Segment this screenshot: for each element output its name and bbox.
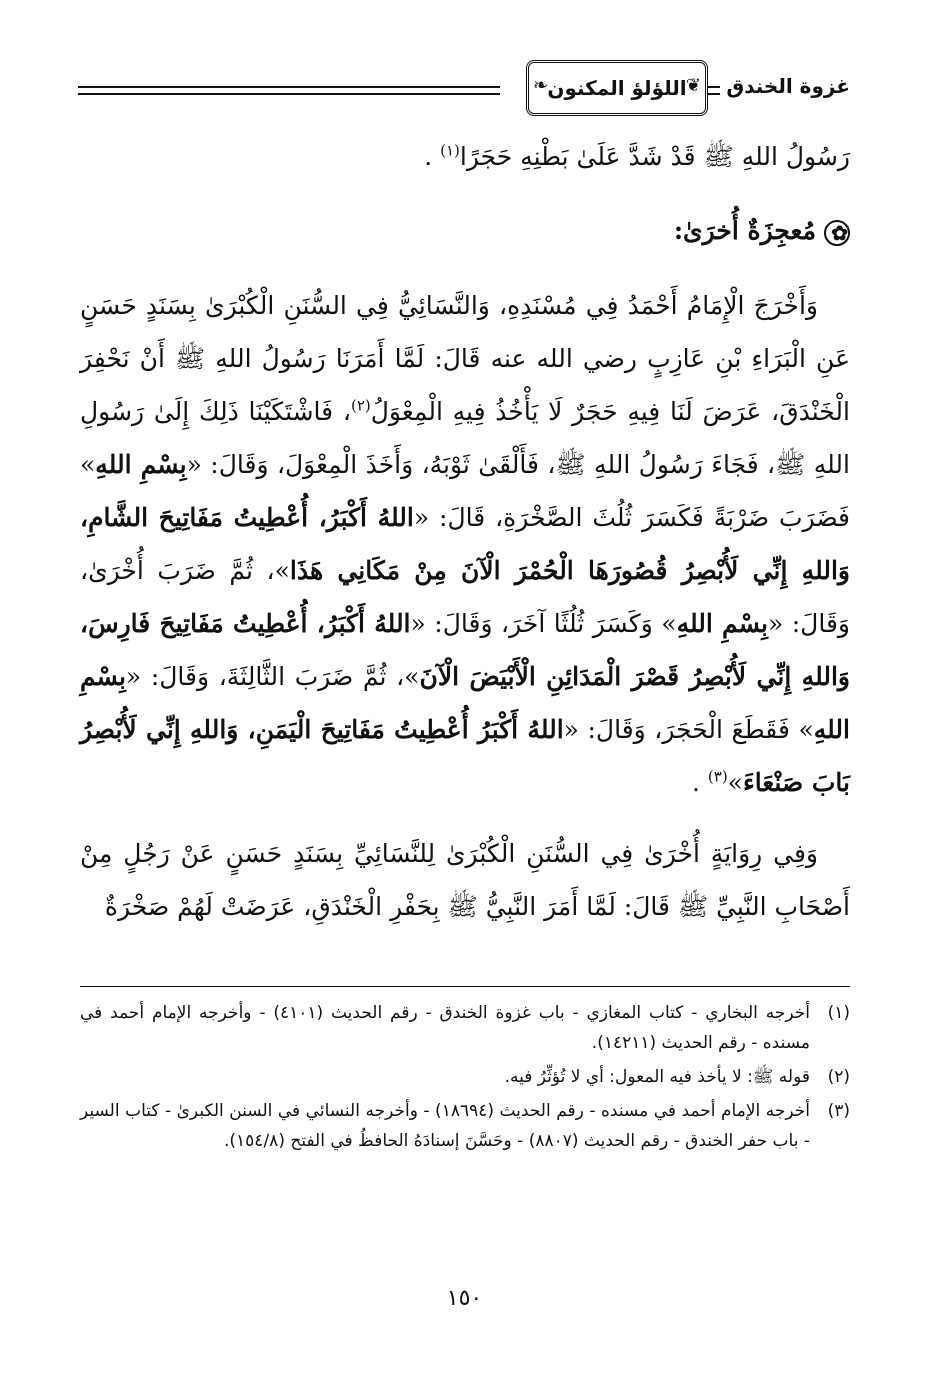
spacer [80,183,850,201]
ornament-icon: ❧ [533,75,549,96]
footnote [80,1062,850,1092]
spacer [80,261,850,279]
paragraph-text: . [691,768,708,797]
flower-bullet-icon: ✿ [824,220,850,246]
section-heading [80,201,850,261]
paragraph-text: » [727,768,743,797]
footnote-divider [80,986,850,987]
footnote-number: (٢) [827,1067,850,1087]
paragraph-text: » فَقَطَعَ الْحَجَرَ، وَقَالَ: « [563,715,814,744]
ornament-icon: ❦ [685,75,701,96]
quote-bold: اللهُ أَكْبَرُ، أُعْطِيتُ مَفَاتِيحَ الشَّامِ، وَاللهِ إِنِّي لَأُبْصِرُ قُصُورَهَا الْحُمْرَ الْآنَ مِنْ مَكَانِي هَذَا [80,503,850,585]
paragraph-text: »، ثُمَّ ضَرَبَ الثَّالِثَةَ، وَقَالَ: « [125,662,420,691]
main-text [80,130,850,933]
footnote-ref: (٢) [350,396,371,415]
footnote-ref: (١) [440,141,460,160]
footnote [80,1096,850,1156]
quote-bold: بِسْمِ اللهِ [80,662,850,744]
paragraph-text: رَسُولُ اللهِ ﷺ قَدْ شَدَّ عَلَىٰ بَطْنِهِ حَجَرًا [459,142,850,171]
footnote-number: (٣) [827,1101,850,1121]
running-title: غزوة الخندق [726,74,850,98]
quote-bold: بِسْمِ اللهِ [676,609,768,638]
paragraph [80,279,850,809]
spacer [80,809,850,827]
paragraph-text: » فَضَرَبَ ضَرْبَةً فَكَسَرَ ثُلُثَ الصَّخْرَةِ، قَالَ: « [80,450,850,532]
paragraph: وَفِي رِوَايَةٍ أُخْرَىٰ فِي السُّنَنِ الْكُبْرَىٰ لِلنَّسَائِيِّ بِسَنَدٍ حَسَنٍ عَنْ رَجُلٍ مِنْ أَصْحَابِ النَّبِيِّ ﷺ قَالَ: لَمَّا أَمَرَ النَّبِيُّ ﷺ بِحَفْرِ الْخَنْدَقِ، عَرَضَتْ لَهُمْ صَخْرَةٌ [80,839,850,921]
header-rule-left [78,86,500,95]
footnote [80,998,850,1058]
quote-bold: بِسْمِ اللهِ [95,450,187,479]
paragraph-text: » وَكَسَرَ ثُلُثًا آخَرَ، وَقَالَ: « [410,609,677,638]
footnote-ref: (٣) [707,767,728,786]
quote-bold: اللهُ أَكْبَرُ، أُعْطِيتُ مَفَاتِيحَ فَارِسَ، وَاللهِ إِنِّي لَأُبْصِرُ قَصْرَ الْمَدَائِنِ الْأَبْيَضَ الْآنَ [80,609,850,691]
page-number: ١٥٠ [446,1286,483,1311]
book-title-emblem [526,60,708,116]
paragraph-text: ، فَاشْتَكَيْنَا ذَلِكَ إِلَىٰ رَسُولِ اللهِ ﷺ، فَجَاءَ رَسُولُ اللهِ ﷺ، فَأَلْقَىٰ ثَوْبَهُ، وَأَخَذَ الْمِعْوَلَ، وَقَالَ: « [80,397,850,479]
section-heading-text: مُعجِزَةٌ أُخرَىٰ: [673,216,816,245]
paragraph [80,130,850,183]
quote-bold: اللهُ أَكْبَرُ أُعْطِيتُ مَفَاتِيحَ الْيَمَنِ، وَاللهِ إِنِّي لَأُبْصِرُ بَابَ صَنْعَاءَ [80,715,850,797]
paragraph-text: . [424,142,441,171]
footnote-text: أخرجه البخاري - كتاب المغازي - باب غزوة الخندق - رقم الحديث (٤١٠١) - وأخرجه الإمام أحمد في مسنده - رقم الحديث (١٤٢١١). [80,1003,810,1053]
footnote-text: أخرجه الإمام أحمد في مسنده - رقم الحديث (١٨٦٩٤) - وأخرجه النسائي في السنن الكبرىٰ - كتاب السير - باب حفر الخندق - رقم الحديث (٨٨٠٧) - وحَسَّنَ إسنادَهُ الحافظُ في الفتح (١٥٤/٨). [80,1101,810,1151]
footnote-number: (١) [827,1003,850,1023]
paragraph-text: وَأَخْرَجَ الْإِمَامُ أَحْمَدُ فِي مُسْنَدِهِ، وَالنَّسَائِيُّ فِي السُّنَنِ الْكُبْرَىٰ بِسَنَدٍ حَسَنٍ عَنِ الْبَرَاءِ بْنِ عَازِبٍ رضي الله عنه قَالَ: لَمَّا أَمَرَنَا رَسُولُ اللهِ ﷺ أَنْ نَحْفِرَ الْخَنْدَقَ، عَرَضَ لَنَا فِيهِ حَجَرٌ لَا يَأْخُذُ فِيهِ الْمِعْوَلُ [80,291,850,426]
book-title: اللؤلؤ المكنون [547,76,687,100]
footnote-text: قوله ﷺ: لا يأخذ فيه المعول: أي لا تُؤثِّرُ فيه. [504,1067,810,1087]
footnotes [80,998,850,1160]
page-header [78,60,850,120]
paragraph-text: »، ثُمَّ ضَرَبَ أُخْرَىٰ، وَقَالَ: « [80,556,850,638]
